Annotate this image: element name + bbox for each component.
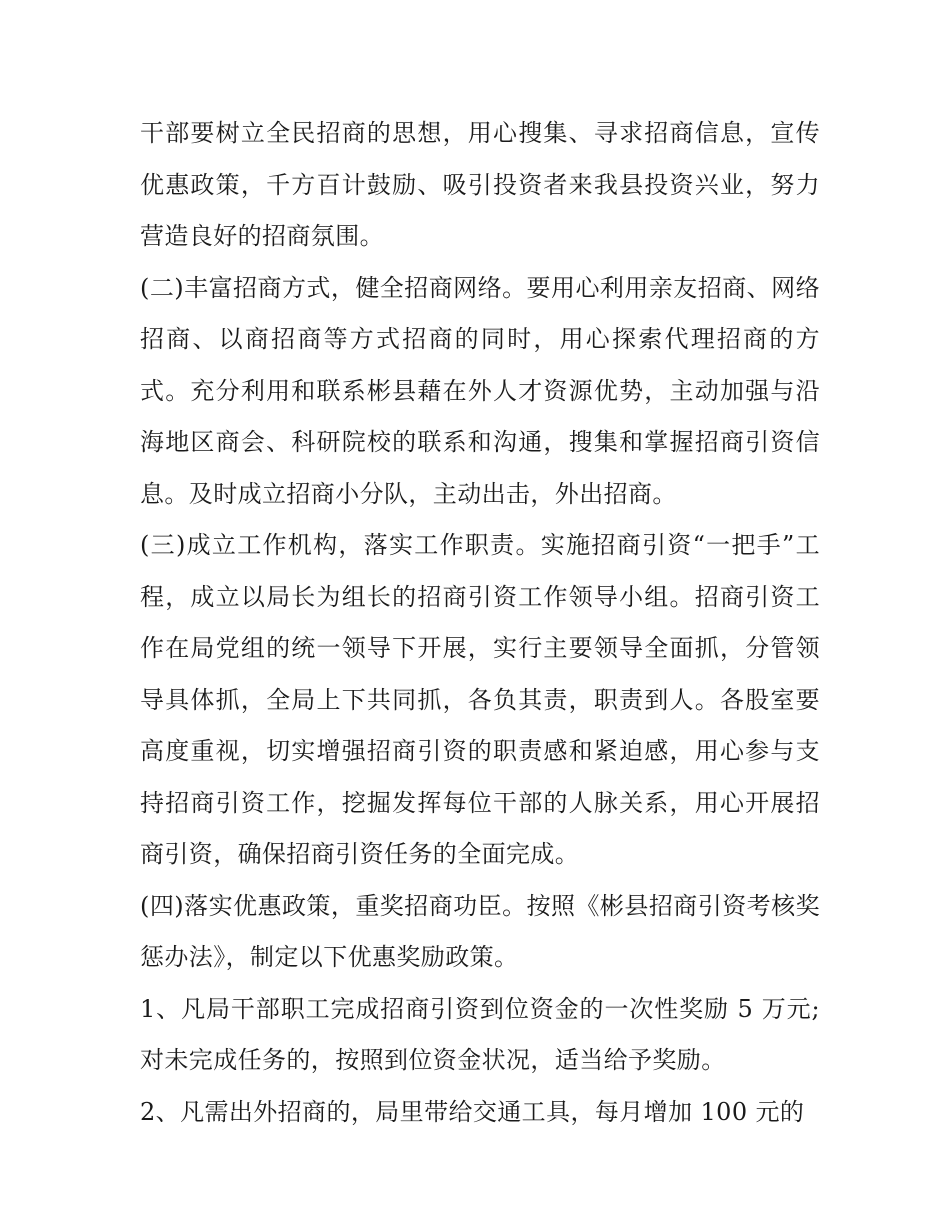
paragraph-reward-item-2: 2、凡需出外招商的，局里带给交通工具，每月增加 100 元的 — [140, 1097, 805, 1126]
document-body — [140, 108, 820, 1138]
paragraph-reward-item-1: 1、凡局干部职工完成招商引资到位资金的一次性奖励 5 万元;对未完成任务的，按照到位资金状况，适当给予奖励。 — [140, 994, 820, 1074]
paragraph-work-organization: (三)成立工作机构，落实工作职责。实施招商引资“一把手”工程，成立以局长为组长的招商引资工作领导小组。招商引资工作在局党组的统一领导下开展，实行主要领导全面抓，分管领导具体抓，全局上下共同抓，各负其责，职责到人。各股室要高度重视，切实增强招商引资的职责感和紧迫感，用心参与支持招商引资工作，挖掘发挥每位干部的人脉关系，用心开展招商引资，确保招商引资任务的全面完成。 — [140, 531, 820, 868]
paragraph-recruitment-methods: (二)丰富招商方式，健全招商网络。要用心利用亲友招商、网络招商、以商招商等方式招商的同时，用心探索代理招商的方式。充分利用和联系彬县藉在外人才资源优势，主动加强与沿海地区商会、科研院校的联系和沟通，搜集和掌握招商引资信息。及时成立招商小分队，主动出击，外出招商。 — [140, 273, 820, 508]
paragraph-recruitment-atmosphere: 干部要树立全民招商的思想，用心搜集、寻求招商信息，宣传优惠政策，千方百计鼓励、吸引投资者来我县投资兴业，努力营造良好的招商氛围。 — [140, 119, 820, 250]
paragraph-incentive-policy: (四)落实优惠政策，重奖招商功臣。按照《彬县招商引资考核奖惩办法》，制定以下优惠奖励政策。 — [140, 891, 820, 971]
